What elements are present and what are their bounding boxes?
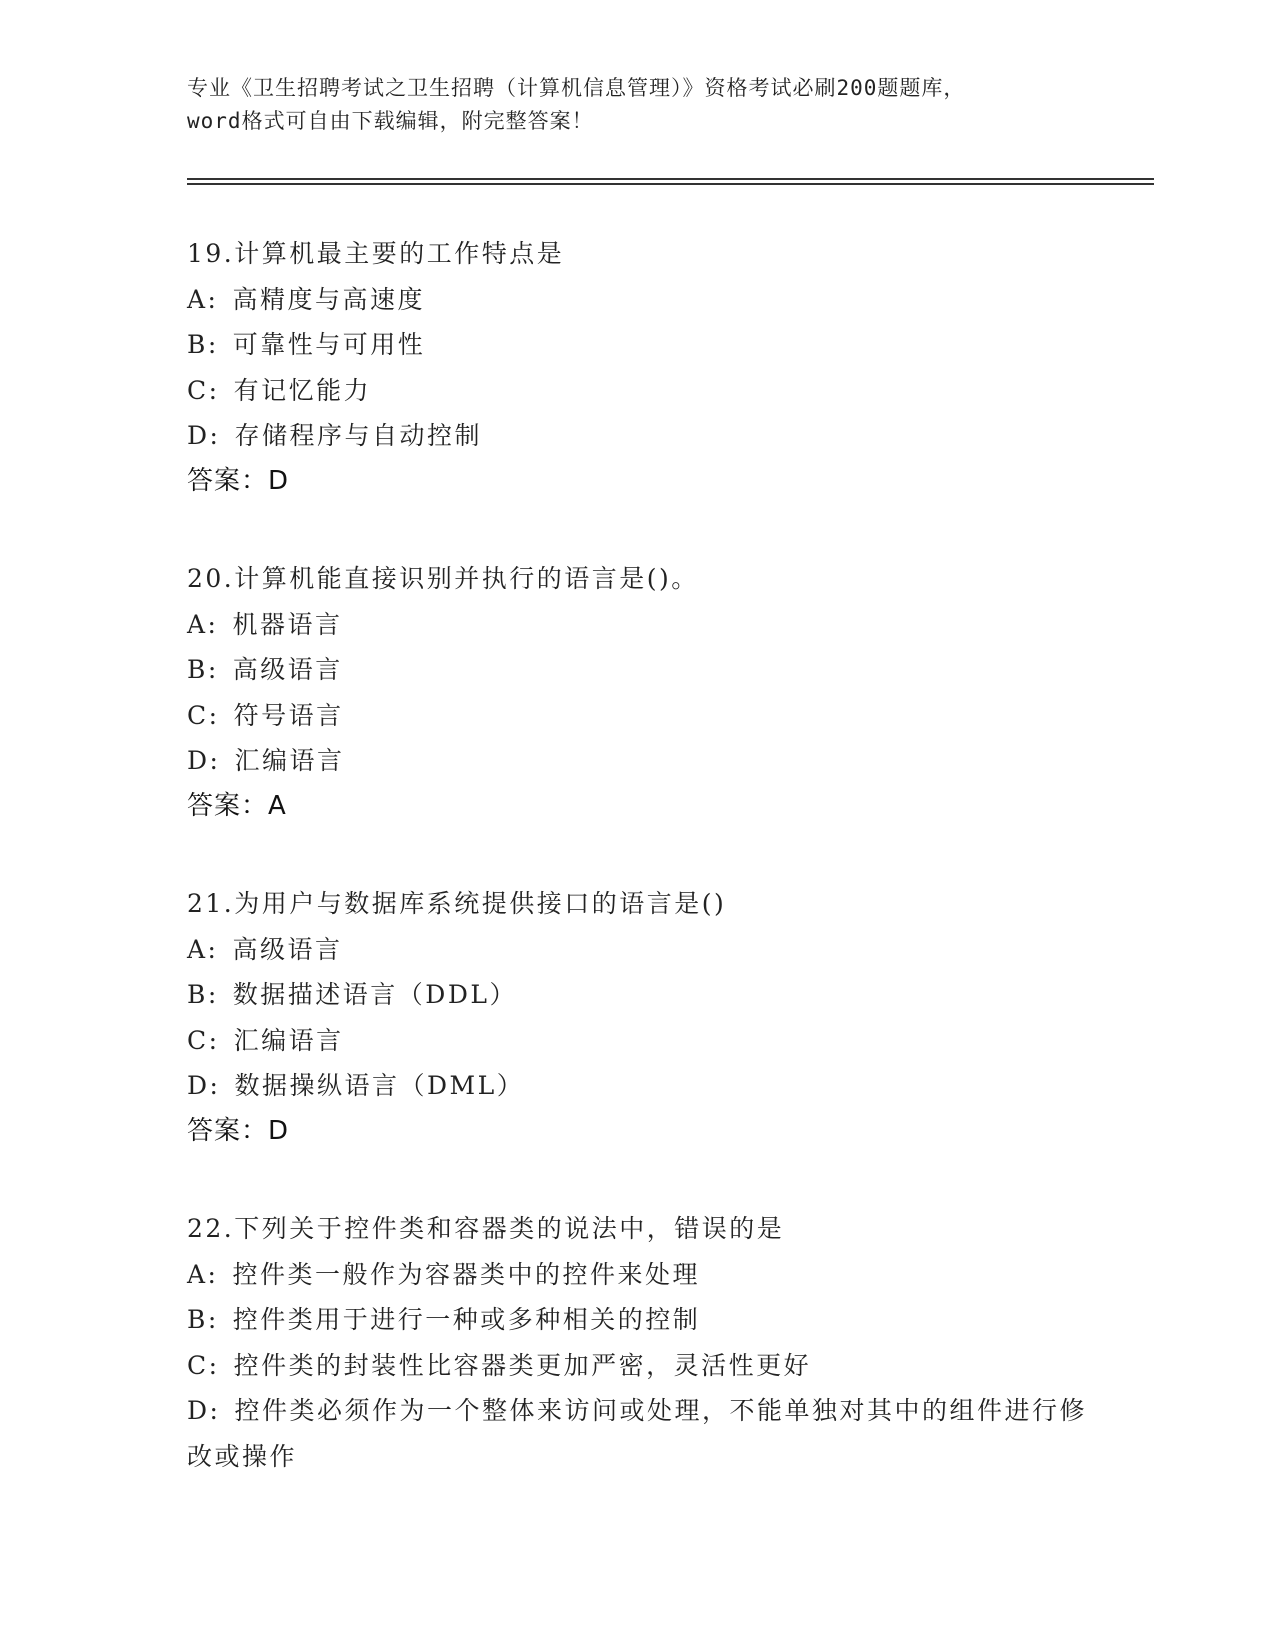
option-text: 汇编语言 — [233, 1025, 344, 1055]
option-text: 有记忆能力 — [233, 375, 372, 405]
option-letter: C: — [187, 1025, 220, 1055]
option-text: 数据描述语言（DDL） — [232, 980, 517, 1009]
option-letter: B: — [187, 980, 219, 1009]
option-letter: A: — [187, 609, 219, 639]
option-d — [187, 738, 1087, 784]
option-letter: D: — [187, 746, 221, 775]
option-c — [187, 1018, 1087, 1064]
option-letter: C: — [187, 375, 220, 405]
question-22 — [187, 1206, 1087, 1479]
option-c — [187, 693, 1087, 739]
option-b — [187, 1297, 1087, 1343]
question-20 — [187, 556, 1087, 829]
option-text: 高级语言 — [232, 655, 343, 684]
option-c — [187, 1343, 1087, 1389]
option-a — [187, 277, 1087, 323]
option-text: 控件类一般作为容器类中的控件来处理 — [232, 1259, 700, 1289]
option-text: 符号语言 — [233, 700, 344, 730]
option-text: 汇编语言 — [234, 746, 345, 775]
question-title: 22.下列关于控件类和容器类的说法中，错误的是 — [187, 1214, 785, 1243]
option-b — [187, 647, 1087, 693]
option-letter: D: — [187, 421, 221, 450]
option-b — [187, 322, 1087, 368]
option-text: 存储程序与自动控制 — [234, 421, 482, 450]
document-header — [187, 72, 1087, 138]
option-d — [187, 1063, 1087, 1109]
option-d — [187, 413, 1087, 459]
option-letter: B: — [187, 330, 219, 359]
option-text: 控件类用于进行一种或多种相关的控制 — [232, 1305, 701, 1334]
question-list — [187, 231, 1087, 1531]
option-text: 控件类的封装性比容器类更加严密，灵活性更好 — [233, 1350, 812, 1380]
option-letter: A: — [187, 284, 219, 314]
option-letter: B: — [187, 655, 219, 684]
option-letter: D: — [187, 1071, 221, 1100]
option-c — [187, 368, 1087, 414]
answer-line: 答案：D — [187, 465, 290, 496]
option-letter: A: — [187, 934, 219, 964]
option-text: 机器语言 — [232, 609, 343, 639]
option-letter: B: — [187, 1305, 219, 1334]
option-letter: C: — [187, 700, 220, 730]
question-19 — [187, 231, 1087, 504]
answer-line: 答案：A — [187, 790, 287, 821]
option-text: 高精度与高速度 — [232, 284, 425, 314]
option-letter: D: — [187, 1396, 221, 1425]
option-a — [187, 1252, 1087, 1298]
option-text: 高级语言 — [232, 934, 343, 964]
question-title: 20.计算机能直接识别并执行的语言是()。 — [187, 564, 699, 593]
question-title: 19.计算机最主要的工作特点是 — [187, 239, 565, 268]
option-text: 可靠性与可用性 — [232, 330, 426, 359]
answer-line: 答案：D — [187, 1115, 290, 1146]
option-letter: A: — [187, 1259, 219, 1289]
header-line-2: word格式可自由下载编辑，附完整答案！ — [187, 109, 594, 133]
option-b — [187, 972, 1087, 1018]
question-21 — [187, 881, 1087, 1154]
header-line-1: 专业《卫生招聘考试之卫生招聘（计算机信息管理）》资格考试必刷200题题库， — [187, 76, 966, 100]
option-letter: C: — [187, 1350, 220, 1380]
option-a — [187, 602, 1087, 648]
header-divider-bottom — [187, 183, 1154, 185]
question-title: 21.为用户与数据库系统提供接口的语言是() — [187, 889, 727, 918]
option-text: 数据操纵语言（DML） — [234, 1071, 525, 1100]
option-a — [187, 927, 1087, 973]
option-d — [187, 1388, 1087, 1479]
header-divider-top — [187, 178, 1154, 180]
option-text: 控件类必须作为一个整体来访问或处理，不能单独对其中的组件进行修改或操作 — [187, 1396, 1087, 1471]
